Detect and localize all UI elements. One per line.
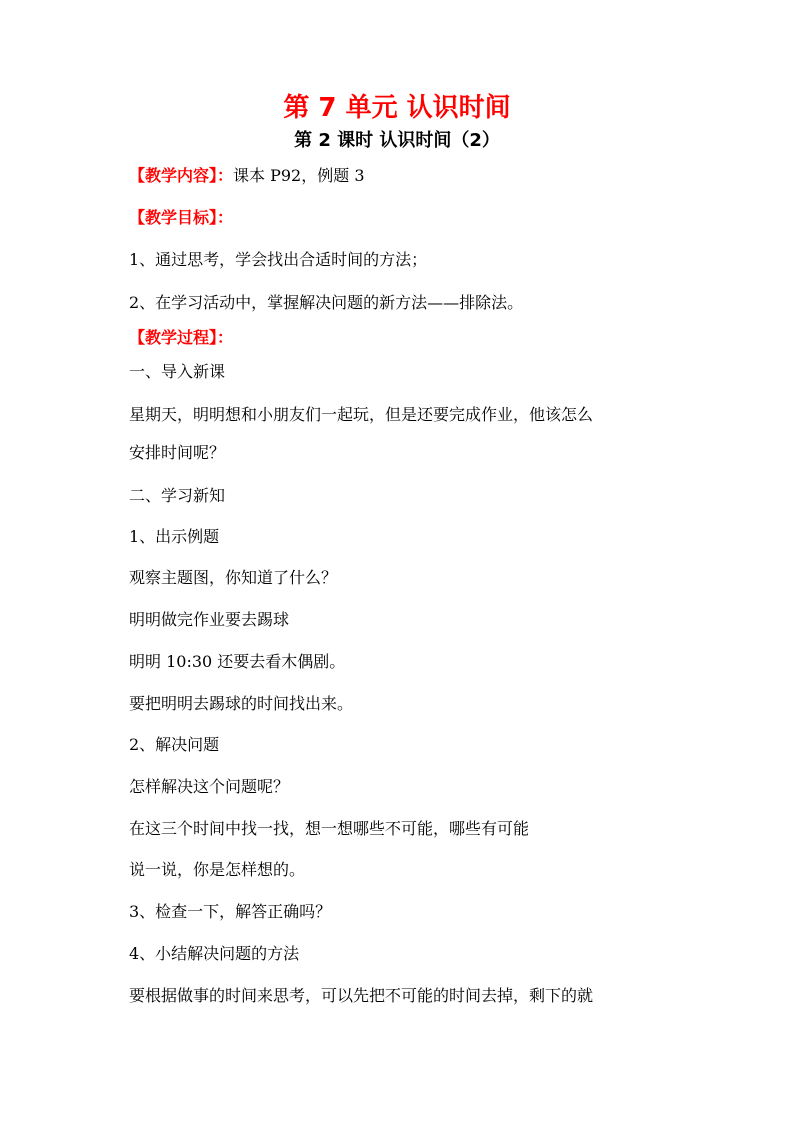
process-line: 明明做完作业要去踢球 [129, 610, 290, 629]
process-line: 4、小结解决问题的方法 [129, 944, 300, 963]
teaching-content-label: 【教学内容】： [129, 166, 234, 185]
process-line: 二、学习新知 [129, 486, 226, 505]
document-title: 第 7 单元 认识时间 [283, 93, 511, 123]
teaching-content-line [129, 164, 365, 188]
process-line: 说一说，你是怎样想的。 [129, 860, 306, 879]
lesson-subtitle: 第 2 课时 认识时间（2） [294, 130, 500, 151]
process-line: 要根据做事的时间来思考，可以先把不可能的时间去掉，剩下的就 [129, 986, 594, 1005]
process-line: 观察主题图，你知道了什么？ [129, 568, 338, 587]
teaching-goal-item: 1、通过思考，学会找出合适时间的方法； [129, 250, 428, 269]
process-line: 怎样解决这个问题呢？ [129, 777, 290, 796]
process-line: 在这三个时间中找一找，想一想哪些不可能，哪些有可能 [129, 819, 530, 838]
teaching-goals-label: 【教学目标】： [129, 208, 234, 227]
process-line: 一、导入新课 [129, 362, 226, 381]
process-line: 2、解决问题 [129, 735, 220, 754]
teaching-goal-item: 2、在学习活动中，掌握解决问题的新方法——排除法。 [129, 293, 524, 312]
process-line: 1、出示例题 [129, 527, 220, 546]
process-line: 明明 10:30 还要去看木偶剧。 [129, 652, 346, 671]
process-line: 星期天，明明想和小朋友们一起玩，但是还要完成作业，他该怎么 [129, 405, 594, 424]
process-line: 安排时间呢？ [129, 443, 226, 462]
teaching-process-heading [129, 326, 233, 350]
teaching-content-text: 课本 P92，例题 3 [233, 166, 365, 185]
process-line: 3、检查一下，解答正确吗？ [129, 902, 332, 921]
teaching-process-label: 【教学过程】： [129, 328, 234, 347]
process-line: 要把明明去踢球的时间找出来。 [129, 694, 354, 713]
teaching-goals-heading [129, 206, 233, 230]
